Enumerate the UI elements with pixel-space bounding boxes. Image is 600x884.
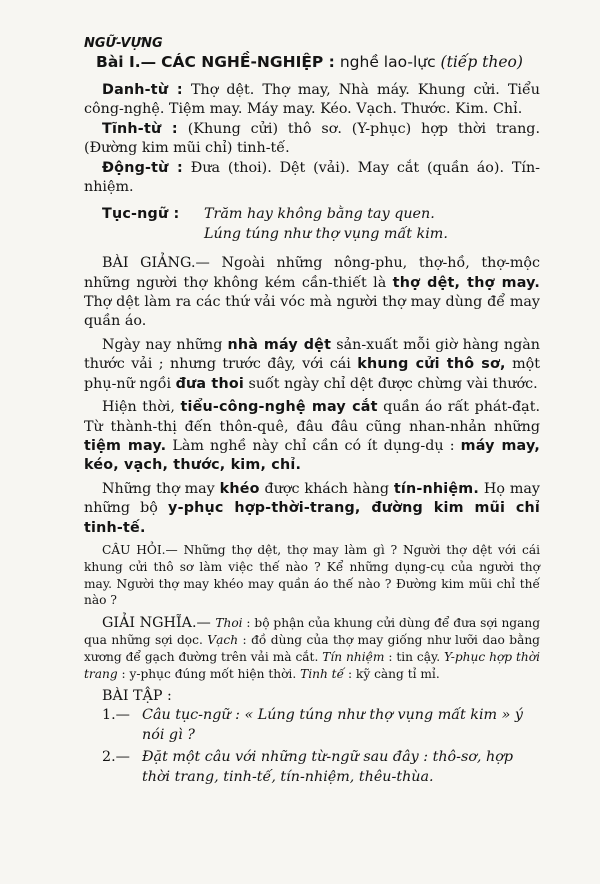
proverb-line-2: Lúng túng như thợ vụng mất kim. (204, 225, 448, 242)
explanation-block (84, 615, 540, 682)
exercise-number: 2.— (102, 749, 130, 766)
keyword: nhà máy dệt (227, 336, 332, 353)
vocab-verbs-label: Động-từ : (102, 159, 183, 176)
questions-text: Những thợ dệt, thợ may làm gì ? Người thợ dệt với cái khung cửi thô sơ làm việc thế nào ? Kể những dụng-cụ của người thợ may. Người thợ may khéo may quần áo thế nào ? Đường kim mũi chỉ thế nào ? (84, 542, 540, 608)
lesson-paragraph-1 (84, 254, 540, 332)
term: Thoi (215, 616, 243, 631)
text: Họ may những bộ (84, 480, 541, 517)
vocab-nouns (84, 81, 540, 120)
questions-block (84, 542, 540, 609)
term: Y-phục hợp thời trang (84, 649, 540, 681)
text: quần áo rất phát-đạt. Từ thành-thị đến thôn-quê, đâu đâu cũng nhan-nhản những (84, 399, 540, 435)
text: sản-xuất mỗi giờ hàng ngàn thước vải ; nhưng trước đây, với cái (84, 336, 540, 373)
definition: : bộ phận của khung cửi dùng để đưa sợi ngang qua những sợi dọc. (84, 616, 541, 647)
keyword: khéo (219, 480, 260, 497)
vocab-verbs-text: Đưa (thoi). Dệt (vải). May cắt (quần áo). Tín-nhiệm. (84, 159, 540, 196)
proverb-lines (204, 205, 448, 244)
exercise-text: Câu tục-ngữ : « Lúng túng như thợ vụng mất kim » ý nói gì ? (142, 707, 524, 743)
vocabulary-block (84, 81, 540, 197)
text: Ngoài những nông-phu, thợ-hồ, thợ-mộc những người thợ không kém cần-thiết là (84, 255, 540, 291)
vocab-verbs (84, 159, 540, 198)
keyword: tín-nhiệm. (393, 480, 480, 497)
text: được khách hàng (259, 480, 394, 497)
definition: : kỹ càng tỉ mỉ. (344, 666, 440, 681)
exercise-2 (102, 748, 540, 787)
vocab-adjectives-label: Tĩnh-từ : (102, 120, 178, 137)
keyword: thợ dệt, thợ may. (392, 274, 540, 291)
proverb-line-1: Trăm hay không bằng tay quen. (204, 206, 435, 223)
vocab-nouns-text: Thợ dệt. Thợ may, Nhà máy. Khung cửi. Tiểu công-nghệ. Tiệm may. Máy may. Kéo. Vạch. Thước. Kim. Chỉ. (84, 82, 540, 118)
definition: : y-phục đúng mốt hiện thời. (117, 666, 301, 681)
definition: : tin cậy. (384, 649, 445, 664)
exercises-heading: BÀI TẬP : (102, 688, 172, 705)
exercise-number: 1.— (102, 707, 130, 724)
term: Tinh tế (300, 666, 345, 681)
text: suốt ngày chỉ dệt được chừng vài thước. (243, 375, 538, 392)
lesson-title-sub: nghề lao-lực (339, 53, 436, 71)
vocab-adjectives-text: (Khung cửi) thô sơ. (Y-phục) hợp thời trang. (Đường kim mũi chỉ) tinh-tế. (84, 120, 541, 157)
definition: : đồ dùng của thợ may giống như lưỡi dao bằng xương để gạch đường trên vải mà cắt. (84, 632, 540, 664)
vocab-nouns-label: Danh-từ : (102, 82, 183, 98)
term: Tín nhiệm (322, 649, 385, 664)
text: một phụ-nữ ngồi (84, 356, 540, 392)
term: Vạch (207, 632, 239, 647)
text: Ngày nay những (102, 336, 228, 353)
keyword: máy may, kéo, vạch, thước, kim, chỉ. (84, 437, 540, 474)
proverb-label: Tục-ngữ : (102, 206, 180, 223)
keyword: tiểu-công-nghệ may cắt (180, 399, 378, 416)
text: Hiện thời, (102, 399, 181, 416)
lesson-label: BÀI GIẢNG.— (102, 255, 222, 272)
text: Làm nghề này chỉ cần có ít dụng-dụ : (166, 437, 461, 454)
text: Thợ dệt làm ra các thứ vải vóc mà người thợ may dùng để may quần áo. (84, 294, 540, 330)
section-label: NGỮ-VỰNG (84, 36, 163, 51)
lesson-title-continued: (tiếp theo) (440, 53, 523, 71)
proverb-block (102, 205, 540, 244)
lesson-title (96, 53, 540, 71)
lesson-paragraph-3 (84, 398, 540, 476)
exercise-text: Đặt một câu với những từ-ngữ sau đây : thô-sơ, hợp thời trang, tinh-tế, tín-nhiệm, thêu-thùa. (142, 749, 513, 785)
questions-label: CÂU HỎI.— (102, 542, 184, 557)
explanation-label: GIẢI NGHĨA.— (102, 615, 216, 632)
keyword: khung cửi thô sơ, (357, 356, 506, 373)
keyword: y-phục hợp-thời-trang, đường kim mũi chỉ tinh-tế. (84, 500, 540, 536)
vocab-adjectives (84, 120, 540, 159)
lesson-paragraph-4 (84, 480, 540, 538)
keyword: đưa thoi (175, 375, 244, 392)
lesson-title-main: CÁC NGHỀ-NGHIỆP : (161, 53, 335, 71)
text: Những thợ may (102, 480, 220, 497)
lesson-paragraph-2 (84, 336, 540, 394)
exercise-1 (102, 706, 540, 745)
keyword: tiệm may. (84, 437, 167, 454)
lesson-number: Bài I.— (96, 53, 157, 71)
